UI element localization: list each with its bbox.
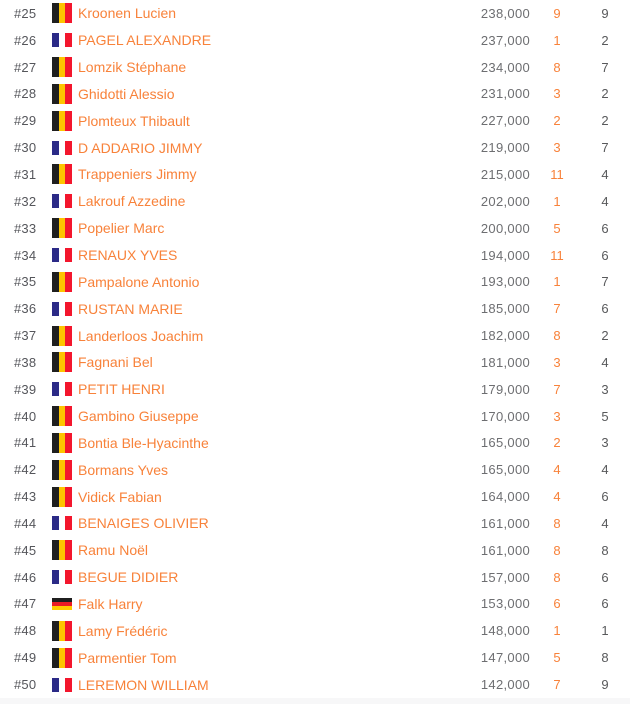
score-value: 215,000 [480,166,530,182]
leaderboard-row[interactable] [0,644,630,671]
belgium-flag-icon [52,540,72,560]
leaderboard-row[interactable] [0,403,630,430]
count-primary: 8 [553,515,561,531]
player-name[interactable]: Lomzik Stéphane [78,59,187,76]
leaderboard-row[interactable] [0,107,630,134]
rank-label: #45 [14,542,37,558]
count-primary: 8 [553,59,561,75]
count-secondary: 3 [601,435,609,451]
count-primary: 4 [553,489,561,505]
leaderboard-row[interactable] [0,483,630,510]
rank-label: #26 [14,32,37,48]
belgium-flag-icon [52,57,72,77]
leaderboard-row[interactable] [0,349,630,376]
count-secondary: 2 [601,32,609,48]
france-flag-icon [52,141,72,155]
rank-label: #31 [14,166,37,182]
score-value: 238,000 [480,5,530,21]
leaderboard-row[interactable] [0,537,630,564]
player-name[interactable]: Landerloos Joachim [78,327,204,344]
leaderboard-row[interactable] [0,617,630,644]
count-primary: 5 [553,220,561,236]
score-value: 165,000 [480,435,530,451]
leaderboard-row[interactable] [0,510,630,537]
rank-label: #35 [14,274,37,290]
count-secondary: 4 [601,193,609,209]
count-secondary: 9 [601,677,609,693]
score-value: 165,000 [480,462,530,478]
leaderboard-row[interactable] [0,322,630,349]
score-value: 231,000 [480,86,530,102]
player-name[interactable]: Pampalone Antonio [78,273,200,290]
count-primary: 11 [550,247,564,263]
player-name[interactable]: BENAIGES OLIVIER [78,515,209,532]
rank-label: #32 [14,193,37,209]
player-name[interactable]: PETIT HENRI [78,381,165,398]
count-primary: 7 [553,301,561,317]
count-secondary: 6 [601,247,609,263]
score-value: 148,000 [480,623,530,639]
rank-label: #40 [14,408,37,424]
count-secondary: 2 [601,86,609,102]
count-primary: 8 [553,542,561,558]
player-name[interactable]: Falk Harry [78,595,143,612]
rank-label: #50 [14,677,37,693]
player-name[interactable]: LEREMON WILLIAM [78,676,209,693]
rank-label: #29 [14,113,37,129]
belgium-flag-icon [52,648,72,668]
player-name[interactable]: Parmentier Tom [78,649,177,666]
rank-label: #28 [14,86,37,102]
belgium-flag-icon [52,326,72,346]
score-value: 181,000 [480,354,530,370]
belgium-flag-icon [52,218,72,238]
rank-label: #37 [14,328,37,344]
france-flag-icon [52,33,72,47]
score-value: 147,000 [480,650,530,666]
count-secondary: 6 [601,569,609,585]
player-name[interactable]: Lamy Frédéric [78,622,168,639]
count-secondary: 4 [601,354,609,370]
rank-label: #43 [14,489,37,505]
rank-label: #46 [14,569,37,585]
count-secondary: 1 [601,623,609,639]
count-primary: 1 [553,32,561,48]
rank-label: #49 [14,650,37,666]
france-flag-icon [52,678,72,692]
leaderboard-row[interactable] [0,295,630,322]
rank-label: #34 [14,247,37,263]
count-primary: 2 [553,113,561,129]
rank-label: #25 [14,5,37,21]
belgium-flag-icon [52,164,72,184]
france-flag-icon [52,194,72,208]
count-primary: 3 [553,86,561,102]
rank-label: #47 [14,596,37,612]
france-flag-icon [52,516,72,530]
count-primary: 7 [553,381,561,397]
score-value: 179,000 [480,381,530,397]
leaderboard-row[interactable] [0,591,630,618]
belgium-flag-icon [52,352,72,372]
score-value: 164,000 [480,489,530,505]
belgium-flag-icon [52,3,72,23]
count-secondary: 9 [601,5,609,21]
count-primary: 4 [553,462,561,478]
leaderboard-row[interactable] [0,161,630,188]
count-primary: 2 [553,435,561,451]
score-value: 170,000 [480,408,530,424]
count-primary: 11 [550,166,564,182]
count-secondary: 4 [601,515,609,531]
count-primary: 7 [553,677,561,693]
germany-flag-icon [52,598,72,610]
player-name[interactable]: Gambino Giuseppe [78,408,199,425]
leaderboard-row[interactable] [0,134,630,161]
score-value: 200,000 [480,220,530,236]
leaderboard-row[interactable] [0,27,630,54]
leaderboard-row[interactable] [0,54,630,81]
score-value: 237,000 [480,32,530,48]
player-name[interactable]: RENAUX YVES [78,247,178,264]
player-name[interactable]: Trappeniers Jimmy [78,166,197,183]
belgium-flag-icon [52,272,72,292]
leaderboard-row[interactable] [0,376,630,403]
score-value: 193,000 [480,274,530,290]
score-value: 234,000 [480,59,530,75]
player-name[interactable]: Lakrouf Azzedine [78,193,186,210]
rank-label: #38 [14,354,37,370]
rank-label: #42 [14,462,37,478]
leaderboard-row[interactable] [0,430,630,457]
count-primary: 3 [553,354,561,370]
count-secondary: 7 [601,59,609,75]
rank-label: #30 [14,140,37,156]
france-flag-icon [52,248,72,262]
count-primary: 3 [553,408,561,424]
score-value: 157,000 [480,569,530,585]
france-flag-icon [52,570,72,584]
count-secondary: 8 [601,650,609,666]
count-primary: 9 [553,5,561,21]
count-primary: 8 [553,569,561,585]
score-value: 182,000 [480,328,530,344]
leaderboard-row[interactable] [0,671,630,698]
player-name[interactable]: D ADDARIO JIMMY [78,139,203,156]
score-value: 227,000 [480,113,530,129]
count-primary: 3 [553,140,561,156]
player-name[interactable]: Ramu Noël [78,542,149,559]
rank-label: #44 [14,515,37,531]
rank-label: #41 [14,435,37,451]
count-primary: 6 [553,596,561,612]
player-name[interactable]: Vidick Fabian [78,488,162,505]
leaderboard-row[interactable] [0,215,630,242]
count-secondary: 2 [601,113,609,129]
leaderboard-row[interactable] [0,81,630,108]
count-secondary: 6 [601,596,609,612]
leaderboard-row[interactable] [0,242,630,269]
score-value: 161,000 [480,515,530,531]
count-primary: 1 [553,623,561,639]
player-name[interactable]: Bormans Yves [78,461,169,478]
france-flag-icon [52,302,72,316]
count-secondary: 5 [601,408,609,424]
leaderboard-row[interactable] [0,564,630,591]
player-name[interactable]: Fagnani Bel [78,354,153,371]
score-value: 185,000 [480,301,530,317]
rank-label: #48 [14,623,37,639]
count-secondary: 6 [601,301,609,317]
player-name[interactable]: Kroonen Lucien [78,5,177,22]
belgium-flag-icon [52,84,72,104]
score-value: 142,000 [480,677,530,693]
count-primary: 5 [553,650,561,666]
row-divider [0,698,630,704]
rank-label: #39 [14,381,37,397]
belgium-flag-icon [52,460,72,480]
rank-label: #27 [14,59,37,75]
count-secondary: 6 [601,489,609,505]
player-name[interactable]: Popelier Marc [78,220,165,237]
score-value: 202,000 [480,193,530,209]
count-secondary: 4 [601,462,609,478]
count-secondary: 8 [601,542,609,558]
player-name[interactable]: PAGEL ALEXANDRE [78,32,212,49]
rank-label: #33 [14,220,37,236]
rank-label: #36 [14,301,37,317]
player-name[interactable]: RUSTAN MARIE [78,300,183,317]
count-secondary: 2 [601,328,609,344]
belgium-flag-icon [52,111,72,131]
leaderboard-row[interactable] [0,188,630,215]
score-value: 161,000 [480,542,530,558]
belgium-flag-icon [52,433,72,453]
count-primary: 1 [553,274,561,290]
count-primary: 1 [553,193,561,209]
france-flag-icon [52,382,72,396]
belgium-flag-icon [52,487,72,507]
count-secondary: 6 [601,220,609,236]
leaderboard-row[interactable] [0,268,630,295]
count-primary: 8 [553,328,561,344]
score-value: 219,000 [480,140,530,156]
player-name[interactable]: Bontia Ble-Hyacinthe [78,434,209,451]
score-value: 153,000 [480,596,530,612]
score-value: 194,000 [480,247,530,263]
belgium-flag-icon [52,406,72,426]
leaderboard-row[interactable] [0,456,630,483]
belgium-flag-icon [52,621,72,641]
count-secondary: 7 [601,274,609,290]
player-name[interactable]: Ghidotti Alessio [78,85,175,102]
count-secondary: 4 [601,166,609,182]
count-secondary: 3 [601,381,609,397]
leaderboard-row[interactable] [0,0,630,27]
player-name[interactable]: BEGUE DIDIER [78,569,179,586]
count-secondary: 7 [601,140,609,156]
player-name[interactable]: Plomteux Thibault [78,112,190,129]
